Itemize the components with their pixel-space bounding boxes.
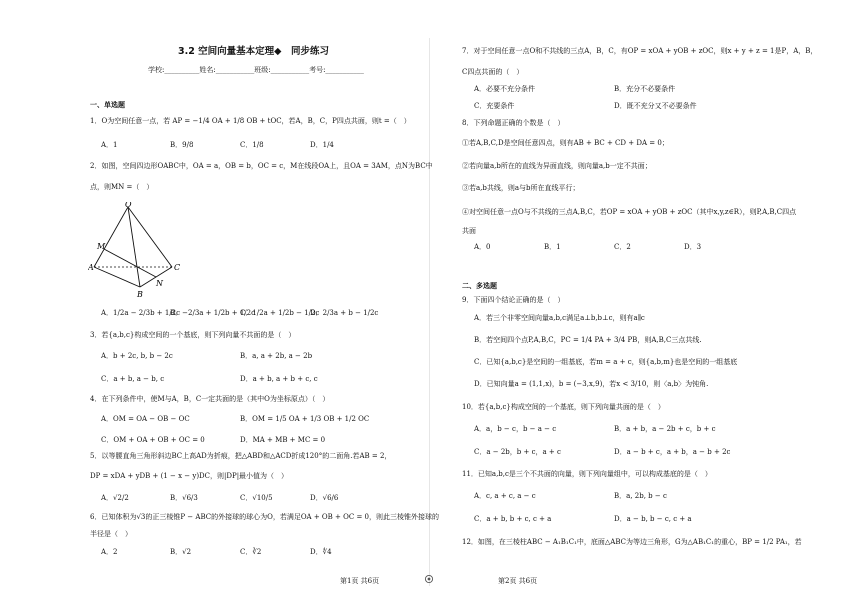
- q5-option-a: A．√2/2: [101, 494, 129, 502]
- q7-option-a: A．必要不充分条件: [474, 85, 536, 93]
- question-8: 8．下列命题正确的个数是（ ）: [462, 119, 565, 127]
- section-multiple-choice: 二、多选题: [462, 282, 497, 290]
- fig-label-m: M: [97, 242, 106, 251]
- q8-statement-2: ②若向量a,b所在的直线为异面直线，则向量a,b一定不共面；: [462, 162, 652, 170]
- q2-option-d: D．2/3a + b − 1/2c: [310, 309, 379, 317]
- q5-option-d: D．√6/6: [310, 494, 339, 502]
- question-2-line1: 2．如图，空间四边形OABC中，OA = a，OB = b，OC = c，M在线段OA上，且OA = 3AM，点N为BC中: [90, 162, 433, 170]
- question-6-line2: 半径是（ ）: [90, 530, 132, 538]
- footer-right-page-number: 第2页 共6页: [498, 577, 538, 585]
- q11-option-c: C．a + b, b + c, c + a: [474, 515, 552, 523]
- q2-option-b: B．−2/3a + 1/2b + 1/2c: [170, 309, 256, 317]
- q2-option-c: C．1/2a + 1/2b − 1/2c: [240, 309, 320, 317]
- question-10: 10．若{a,b,c}构成空间的一个基底，则下列向量共面的是（ ）: [462, 403, 665, 411]
- q2-option-a: A．1/2a − 2/3b + 1/2c: [101, 309, 181, 317]
- q1-option-a: A．1: [101, 141, 118, 149]
- q6-option-a: A．2: [101, 548, 118, 556]
- fig-label-o: O: [125, 202, 132, 209]
- q5-option-b: B．√6/3: [170, 494, 198, 502]
- q10-option-d: D．a − b + c，a + b，a − b + 2c: [614, 448, 731, 456]
- q8-statement-4: ④对空间任意一点O与不共线的三点A,B,C，若OP = xOA + yOB + zOC（其中x,y,z∈R），则P,A,B,C四点: [462, 208, 797, 216]
- question-2-line2: 点，则MN =（ ）: [90, 183, 154, 191]
- q5-option-c: C．√10/5: [240, 494, 273, 502]
- q8-option-c: C．2: [614, 243, 631, 251]
- question-12: 12．如图，在三棱柱ABC − A₁B₁C₁中，底面△ABC为等边三角形，G为△AB₁C₁的重心，BP = 1/2 PA₁，若: [462, 538, 802, 546]
- q4-option-b: B．OM = 1/5 OA + 1/3 OB + 1/2 OC: [240, 415, 370, 423]
- question-5-line2: DP = xDA + yDB + (1 − x − y)DC，则|DP|最小值为（ ）: [90, 472, 289, 480]
- q1-option-c: C．1/8: [240, 141, 264, 149]
- q10-option-b: B．a + b，a − 2b + c，b + c: [614, 425, 716, 433]
- fig-label-c: C: [174, 263, 181, 272]
- footer-left-page-number: 第1页 共6页: [340, 577, 380, 585]
- section-single-choice: 一、单选题: [90, 101, 125, 109]
- q4-option-c: C．OM + OA + OB + OC = 0: [101, 436, 205, 444]
- question-3: 3．若{a,b,c}构成空间的一个基底，则下列向量不共面的是（ ）: [90, 331, 296, 339]
- q8-option-a: A．0: [474, 243, 491, 251]
- question-9: 9．下面四个结论正确的是（ ）: [462, 296, 565, 304]
- question-6-line1: 6．已知体积为√3的正三棱锥P − ABC的外接球的球心为O，若满足OA + OB + OC = 0，则此三棱锥外接球的: [90, 513, 439, 521]
- question-7-line1: 7．对于空间任意一点O和不共线的三点A，B，C，有OP = xOA + yOB + zOC，则x + y + z = 1是P，A，B，: [462, 47, 818, 55]
- q10-option-c: C．a − 2b，b + c，a + c: [474, 448, 561, 456]
- q11-option-b: B．a, 2b, b − c: [614, 492, 667, 500]
- fig-label-n: N: [156, 279, 163, 288]
- q1-option-d: D．1/4: [310, 141, 334, 149]
- q4-option-d: D．MA + MB + MC = 0: [240, 436, 326, 444]
- q7-option-b: B．充分不必要条件: [614, 85, 676, 93]
- q8-statement-1: ①若A,B,C,D是空间任意四点，则有AB + BC + CD + DA = 0；: [462, 139, 669, 147]
- q6-option-d: D．∜4: [310, 548, 332, 556]
- q7-option-d: D．既不充分又不必要条件: [614, 102, 697, 110]
- question-7-line2: C四点共面的（ ）: [462, 68, 524, 76]
- q8-statement-4-cont: 共面: [462, 227, 476, 235]
- question-4: 4．在下列条件中，使M与A，B，C一定共面的是（其中O为坐标原点）（ ）: [90, 395, 330, 403]
- q3-option-a: A．b + 2c, b, b − 2c: [101, 352, 173, 360]
- q7-option-c: C．充要条件: [474, 102, 515, 110]
- q9-option-b: B．若空间四个点P,A,B,C，PC = 1/4 PA + 3/4 PB，则A,B,C三点共线.: [474, 336, 702, 344]
- fig-label-b: B: [137, 290, 143, 299]
- question-11: 11．已知a,b,c是三个不共面的向量，则下列向量组中，可以构成基底的是（ ）: [462, 470, 712, 478]
- q6-option-b: B．√2: [170, 548, 192, 556]
- q9-option-d: D．已知向量a = (1,1,x)，b = (−3,x,9)，若x < 3/10，则〈a,b〉为钝角.: [474, 380, 709, 388]
- q3-option-b: B．a, a + 2b, a − 2b: [240, 352, 313, 360]
- page-title: 3.2 空间向量基本定理◆ 同步练习: [178, 46, 329, 57]
- q1-option-b: B．9/8: [170, 141, 194, 149]
- question-1: 1．O为空间任意一点，若 AP = −1/4 OA + 1/8 OB + tOC，若A，B，C，P四点共面，则t =（ ）: [90, 117, 411, 125]
- q10-option-a: A．a，b − c，b − a − c: [474, 425, 557, 433]
- q3-option-d: D．a + b, a + b + c, c: [240, 375, 318, 383]
- right-page: [430, 0, 860, 608]
- q11-option-d: D．a − b, b − c, c + a: [614, 515, 692, 523]
- q9-option-c: C．已知{a,b,c}是空间的一组基底，若m = a + c，则{a,b,m}也是空间的一组基底: [474, 358, 738, 366]
- tetrahedron-figure: [88, 202, 188, 302]
- fig-label-a: A: [88, 263, 94, 272]
- q8-option-b: B．1: [544, 243, 561, 251]
- q11-option-a: A．c, a + c, a − c: [474, 492, 536, 500]
- q9-option-a: A．若三个非零空间向量a,b,c满足a⊥b,b⊥c，则有a∥c: [474, 314, 645, 322]
- question-5-line1: 5．以等腰直角三角形斜边BC上高AD为折痕，把△ABD和△ACD折成120°的二面角.若AB = 2，: [90, 452, 392, 460]
- q8-statement-3: ③若a,b共线，则a与b所在直线平行；: [462, 184, 580, 192]
- q3-option-c: C．a + b, a − b, c: [101, 375, 165, 383]
- student-info-fields: 学校:__________姓名:___________班级:___________考号:___________: [148, 66, 364, 74]
- q6-option-c: C．∛2: [240, 548, 262, 556]
- q4-option-a: A．OM = OA − OB − OC: [101, 415, 190, 423]
- q8-option-d: D．3: [684, 243, 702, 251]
